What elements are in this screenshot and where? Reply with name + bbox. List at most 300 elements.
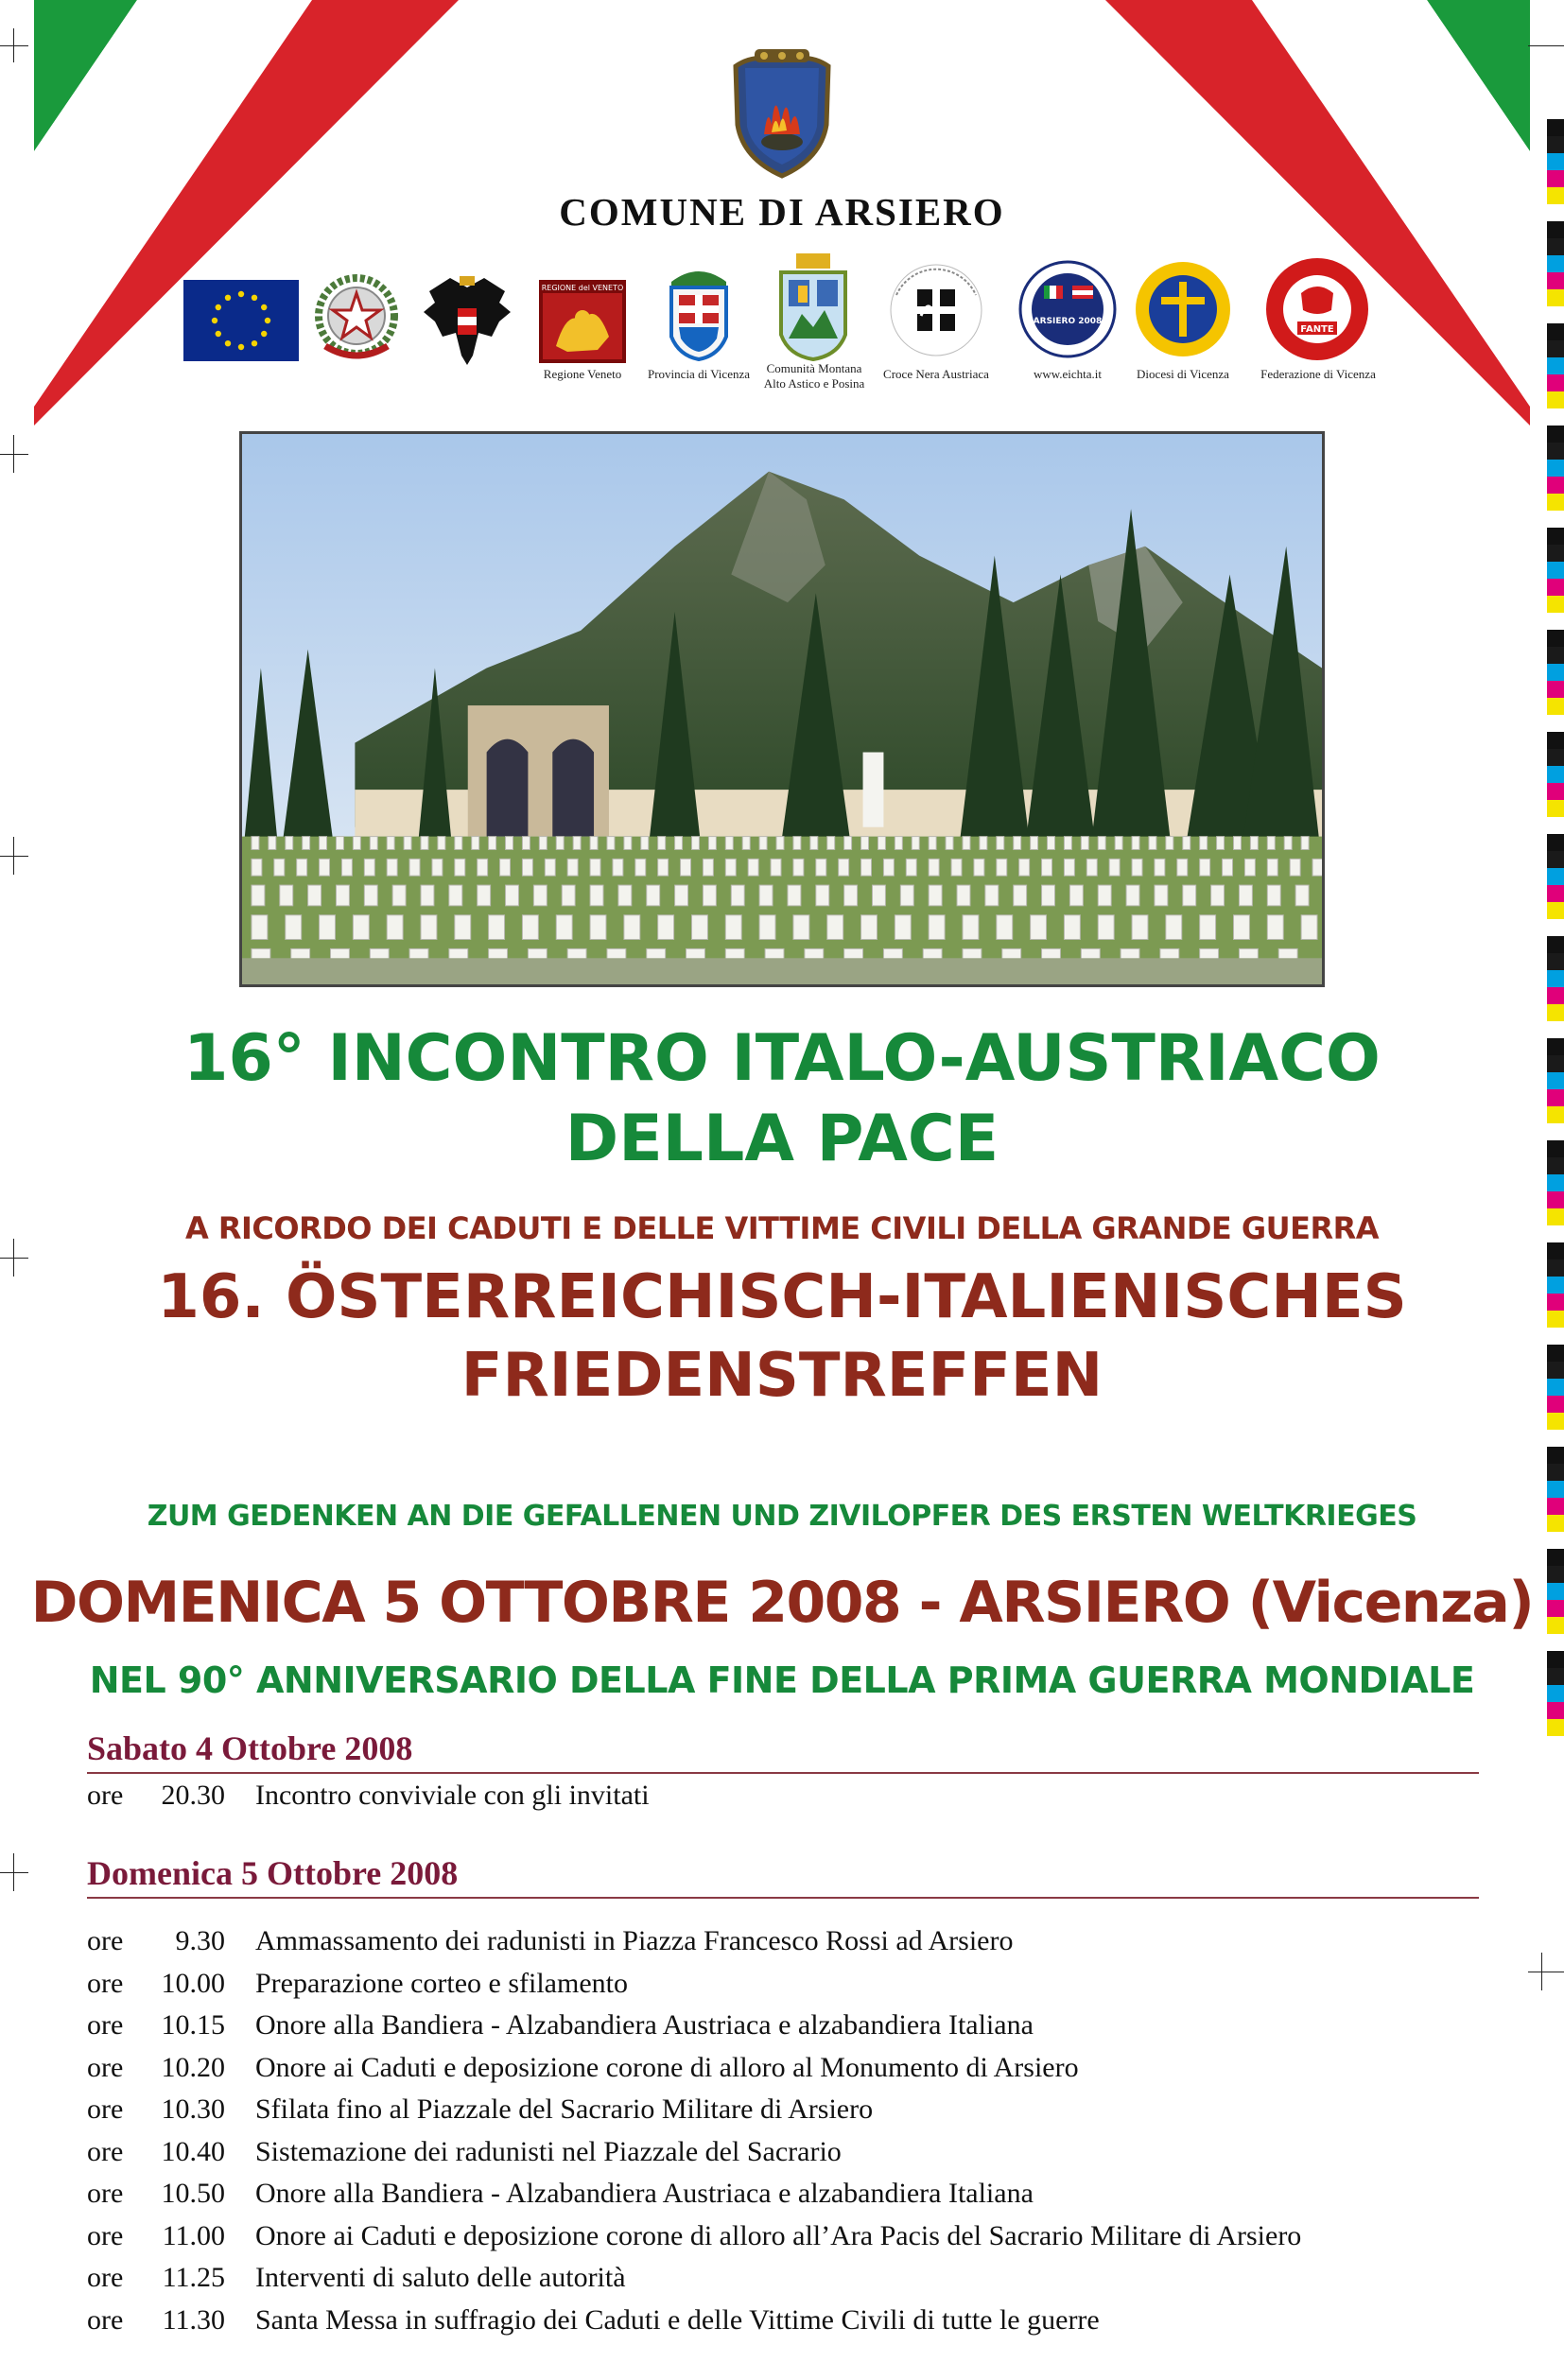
program-ore: ore <box>87 1967 124 1999</box>
italian-republic-emblem-icon <box>312 270 401 365</box>
grave-stone <box>1019 859 1030 876</box>
color-swatch <box>1547 613 1564 630</box>
grave-stone <box>392 885 406 906</box>
color-swatch <box>1547 834 1564 851</box>
regione-veneto-logo-icon <box>539 280 626 363</box>
grave-stone <box>590 885 603 906</box>
color-swatch <box>1547 289 1564 306</box>
eichta-logo-icon <box>1016 257 1120 361</box>
program-row <box>87 2136 1486 2168</box>
color-swatch <box>1547 783 1564 800</box>
program-row <box>87 2220 1486 2252</box>
grave-stone <box>997 837 1004 850</box>
grave-stone <box>1155 859 1165 876</box>
grave-stone <box>1267 915 1283 940</box>
eichta-caption: www.eichta.it <box>1033 367 1103 381</box>
grave-stone <box>980 837 987 850</box>
program-row <box>87 2304 1486 2337</box>
grave-stone <box>1183 837 1190 850</box>
grave-stone <box>404 837 411 850</box>
color-swatch <box>1547 119 1564 136</box>
grave-stone <box>545 859 555 876</box>
grave-stone <box>776 837 784 850</box>
eu-star-icon <box>252 340 257 346</box>
grave-stone <box>872 885 885 906</box>
grave-stone <box>658 837 666 850</box>
grave-stone <box>1132 837 1139 850</box>
grave-stone <box>455 837 462 850</box>
grave-stone <box>438 837 445 850</box>
grave-stone <box>364 885 377 906</box>
color-swatch <box>1547 936 1564 953</box>
diocesi-logo-icon <box>1133 259 1233 359</box>
grave-stone <box>567 859 578 876</box>
program-time: 11.30 <box>162 2303 225 2336</box>
grave-stone <box>692 915 708 940</box>
grave-stone <box>280 885 293 906</box>
grave-stone <box>539 837 547 850</box>
color-swatch <box>1547 1413 1564 1430</box>
color-swatch <box>1547 715 1564 732</box>
grave-stone <box>421 915 437 940</box>
color-swatch <box>1547 1004 1564 1021</box>
color-swatch <box>1547 136 1564 153</box>
grave-stone <box>985 885 999 906</box>
grave-stone <box>478 986 499 987</box>
color-swatch <box>1547 494 1564 511</box>
grave-stone <box>1301 915 1317 940</box>
crop-mark <box>0 454 28 455</box>
color-swatch <box>1547 647 1564 664</box>
crop-mark <box>0 1258 28 1259</box>
grave-stone <box>1042 859 1052 876</box>
program-time: 9.30 <box>175 1925 225 1956</box>
grave-stone <box>573 837 581 850</box>
color-swatch <box>1547 1430 1564 1447</box>
grave-stone <box>1109 986 1131 987</box>
grave-stone <box>320 837 327 850</box>
program-text: Interventi di saluto delle autorità <box>255 2262 626 2293</box>
grave-stone <box>1233 837 1241 850</box>
grave-stone <box>725 915 741 940</box>
program-ore: ore <box>87 2051 124 2083</box>
grave-stone <box>1284 837 1292 850</box>
eu-star-icon <box>265 318 270 323</box>
color-swatch <box>1547 1719 1564 1736</box>
grave-stone <box>1295 885 1309 906</box>
grave-stone <box>1290 859 1300 876</box>
grave-stone <box>297 859 307 876</box>
color-swatch <box>1547 443 1564 460</box>
title-de-line2: FRIEDENSTREFFEN <box>461 1341 1103 1411</box>
eu-star-icon <box>225 340 231 346</box>
program-time: 10.20 <box>161 2051 225 2083</box>
color-swatch <box>1547 255 1564 272</box>
grave-stone <box>658 986 680 987</box>
grave-stone <box>274 859 285 876</box>
grave-stone <box>478 885 491 906</box>
eu-star-icon <box>216 304 221 310</box>
grave-stone <box>1267 859 1277 876</box>
program-ore: ore <box>87 2219 124 2251</box>
color-swatch <box>1547 460 1564 477</box>
grave-stone <box>1042 885 1055 906</box>
grave-stone <box>1211 885 1225 906</box>
eu-star-icon <box>261 331 267 337</box>
eichta-inner-text: ARSIERO 2008 <box>1033 317 1103 326</box>
grave-stone <box>895 837 902 850</box>
regione-veneto-inner-text: REGIONE del VENETO <box>541 284 624 292</box>
grave-stone <box>816 859 826 876</box>
grave-stone <box>1098 885 1111 906</box>
color-swatch <box>1547 477 1564 494</box>
program-row <box>87 1968 1486 2000</box>
grave-stone <box>963 915 979 940</box>
grave-stone <box>793 859 804 876</box>
color-swatch <box>1547 426 1564 443</box>
subtitle-de: ZUM GEDENKEN AN DIE GEFALLENEN UND ZIVILOPFER DES ERSTEN WELTKRIEGES <box>147 1500 1417 1533</box>
program-text: Sfilata fino al Piazzale del Sacrario Militare di Arsiero <box>255 2093 874 2125</box>
program-time: 11.25 <box>162 2262 225 2293</box>
grave-stone <box>1166 837 1173 850</box>
grave-stone <box>500 859 511 876</box>
grave-stone <box>455 859 465 876</box>
grave-stone <box>839 859 849 876</box>
grave-stone <box>641 837 649 850</box>
diocesi-caption: Diocesi di Vicenza <box>1137 367 1229 381</box>
grave-stone <box>759 837 767 850</box>
grave-stone <box>1149 837 1156 850</box>
grave-stone <box>703 986 724 987</box>
grave-stone <box>297 986 319 987</box>
grave-stone <box>421 885 434 906</box>
grave-stone <box>900 885 913 906</box>
grave-stone <box>320 915 336 940</box>
grave-stone <box>1200 837 1208 850</box>
crop-mark <box>13 837 14 875</box>
grave-stone <box>567 986 589 987</box>
saturday-section-title: Sabato 4 Ottobre 2008 <box>87 1729 1479 1774</box>
grave-stone <box>658 915 674 940</box>
color-swatch <box>1547 1174 1564 1191</box>
grave-stone <box>1098 837 1105 850</box>
grave-stone <box>1233 915 1249 940</box>
grave-stone <box>1081 837 1088 850</box>
color-swatch <box>1547 851 1564 868</box>
grave-stone <box>1031 837 1038 850</box>
grave-stone <box>336 837 343 850</box>
grave-stone <box>387 986 408 987</box>
program-time: 20.30 <box>161 1780 225 1811</box>
grave-stone <box>624 915 640 940</box>
grave-stone <box>613 986 634 987</box>
grave-stone <box>759 915 775 940</box>
grave-stone <box>556 837 564 850</box>
program-time: 10.50 <box>161 2178 225 2209</box>
grave-stone <box>844 837 852 850</box>
grave-stone <box>1244 986 1266 987</box>
grave-stone <box>844 885 858 906</box>
color-swatch <box>1547 528 1564 545</box>
grave-stone <box>522 915 538 940</box>
grave-stone <box>308 885 321 906</box>
color-swatch <box>1547 511 1564 528</box>
grave-stone <box>929 859 939 876</box>
color-swatch <box>1547 238 1564 255</box>
grave-stone <box>353 837 360 850</box>
grave-stone <box>387 915 403 940</box>
color-swatch <box>1547 732 1564 749</box>
grave-stone <box>1126 885 1139 906</box>
color-swatch <box>1547 1447 1564 1464</box>
fante-inner-text: FANTE <box>1300 324 1334 335</box>
program-text: Incontro conviviale con gli invitati <box>255 1780 650 1811</box>
grave-stone <box>929 885 942 906</box>
grave-stone <box>742 837 750 850</box>
color-swatch <box>1547 800 1564 817</box>
grave-stone <box>624 837 632 850</box>
eu-star-icon <box>225 295 231 301</box>
grave-stone <box>387 859 397 876</box>
comunita-montana-caption: Comunità Montana Alto Astico e Posina <box>763 361 865 391</box>
grave-stone <box>748 986 770 987</box>
grave-stone <box>1177 859 1188 876</box>
program-text: Onore alla Bandiera - Alzabandiera Austriaca e alzabandiera Italiana <box>255 2009 1034 2041</box>
grave-stone <box>590 915 606 940</box>
color-swatch <box>1547 1736 1564 1753</box>
grave-stone <box>364 859 374 876</box>
grave-stone <box>692 837 700 850</box>
grave-stone <box>618 885 632 906</box>
color-swatch <box>1547 323 1564 340</box>
grave-stone <box>1301 837 1309 850</box>
grave-stone <box>771 859 781 876</box>
program-time: 10.30 <box>161 2093 225 2125</box>
color-swatch <box>1547 868 1564 885</box>
grave-stone <box>708 837 716 850</box>
eu-flag-icon <box>183 280 299 361</box>
grave-stone <box>861 915 878 940</box>
program-row <box>87 2178 1486 2210</box>
austrian-eagle-icon <box>422 270 513 369</box>
grave-stone <box>1223 859 1233 876</box>
grave-stone <box>1109 859 1120 876</box>
program-time: 10.15 <box>161 2009 225 2041</box>
grave-stone <box>336 885 349 906</box>
title-it-line2: DELLA PACE <box>565 1102 999 1176</box>
color-swatch <box>1547 562 1564 579</box>
grave-stone <box>1200 859 1210 876</box>
grave-stone <box>269 837 276 850</box>
date-line: DOMENICA 5 OTTOBRE 2008 - ARSIERO (Vicenza) <box>30 1570 1534 1636</box>
grave-stone <box>703 859 713 876</box>
grave-stone <box>556 915 572 940</box>
sacrario-photo <box>239 431 1325 987</box>
subtitle-it: A RICORDO DEI CADUTI E DELLE VITTIME CIVILI DELLA GRANDE GUERRA <box>184 1210 1380 1246</box>
grave-stone <box>906 859 916 876</box>
grave-stone <box>681 859 691 876</box>
color-swatch <box>1547 545 1564 562</box>
grave-stone <box>929 986 950 987</box>
eu-star-icon <box>216 331 221 337</box>
program-time: 10.40 <box>161 2135 225 2167</box>
grave-stone <box>1132 859 1142 876</box>
program-time: 11.00 <box>162 2219 225 2251</box>
program-ore: ore <box>87 2009 124 2041</box>
croce-nera-logo-icon <box>883 257 989 363</box>
regione-veneto-caption: Regione Veneto <box>543 367 622 381</box>
crop-mark <box>0 1872 28 1873</box>
grave-stone <box>421 837 428 850</box>
grave-stone <box>252 986 273 987</box>
grave-stone <box>647 885 660 906</box>
color-swatch <box>1547 902 1564 919</box>
grave-stone <box>703 885 716 906</box>
eu-star-icon <box>238 344 244 350</box>
program-ore: ore <box>87 1780 124 1811</box>
grave-stone <box>252 859 262 876</box>
sunday-section-title: Domenica 5 Ottobre 2008 <box>87 1853 1479 1899</box>
grave-stone <box>929 837 936 850</box>
color-swatch <box>1547 340 1564 357</box>
eu-star-icon <box>252 295 257 301</box>
crop-mark <box>13 28 14 62</box>
grave-stone <box>635 859 646 876</box>
grave-stone <box>1014 837 1021 850</box>
grave-stone <box>725 837 733 850</box>
federazione-fante-logo-icon <box>1263 255 1371 363</box>
grave-stone <box>861 837 869 850</box>
grave-stone <box>1200 915 1216 940</box>
grave-stone <box>963 837 970 850</box>
comunita-montana-logo-icon <box>775 253 851 363</box>
program-row <box>87 2262 1486 2294</box>
program-row <box>87 2009 1486 2041</box>
grave-stone <box>522 859 532 876</box>
crop-mark <box>13 435 14 473</box>
grave-stone <box>725 859 736 876</box>
program-ore: ore <box>87 1925 124 1956</box>
program-row <box>87 1925 1486 1957</box>
program-row <box>87 2093 1486 2126</box>
grave-stone <box>1064 986 1086 987</box>
color-swatch <box>1547 885 1564 902</box>
grave-stone <box>731 885 744 906</box>
color-swatch <box>1547 1634 1564 1651</box>
color-swatch <box>1547 1481 1564 1498</box>
provincia-vicenza-caption: Provincia di Vicenza <box>648 367 750 381</box>
color-swatch <box>1547 596 1564 613</box>
color-swatch <box>1547 1191 1564 1208</box>
color-swatch <box>1547 919 1564 936</box>
grave-stone <box>839 986 860 987</box>
color-swatch <box>1547 749 1564 766</box>
eu-star-icon <box>261 304 267 310</box>
grave-stone <box>341 859 352 876</box>
grave-stone <box>1312 859 1323 876</box>
grave-stone <box>432 859 443 876</box>
croce-nera-caption: Croce Nera Austriaca <box>883 367 989 381</box>
grave-stone <box>793 837 801 850</box>
federazione-fante-caption: Federazione di Vicenza <box>1260 367 1376 381</box>
grave-stone <box>675 885 688 906</box>
program-time: 10.00 <box>161 1967 225 1999</box>
title-de-line1: 16. ÖSTERREICHISCH-ITALIENISCHES <box>157 1262 1407 1332</box>
program-ore: ore <box>87 2303 124 2336</box>
grave-stone <box>883 859 894 876</box>
grave-stone <box>1267 837 1275 850</box>
color-swatch <box>1547 987 1564 1004</box>
program-text: Sistemazione dei radunisti nel Piazzale del Sacrario <box>255 2135 842 2167</box>
grave-stone <box>252 837 259 850</box>
grave-stone <box>861 859 872 876</box>
program-ore: ore <box>87 2135 124 2167</box>
grave-stone <box>1048 837 1055 850</box>
grave-stone <box>793 915 809 940</box>
grave-stone <box>449 885 462 906</box>
crop-mark <box>13 1853 14 1891</box>
grave-stone <box>816 885 829 906</box>
arsiero-crest <box>726 49 838 182</box>
program-row <box>87 2052 1486 2084</box>
eu-star-icon <box>212 318 217 323</box>
grave-stone <box>472 837 479 850</box>
program-text: Santa Messa in suffragio dei Caduti e delle Vittime Civili di tutte le guerre <box>255 2303 1100 2336</box>
grave-stone <box>1155 885 1168 906</box>
crop-mark <box>0 45 28 46</box>
grave-stone <box>957 885 970 906</box>
grave-stone <box>912 837 919 850</box>
program-ore: ore <box>87 2093 124 2125</box>
color-swatch <box>1547 170 1564 187</box>
grave-stone <box>1267 885 1280 906</box>
program-ore: ore <box>87 2262 124 2293</box>
grave-stone <box>478 859 488 876</box>
color-swatch <box>1547 1702 1564 1719</box>
grave-stone <box>997 915 1013 940</box>
grave-stone <box>522 837 530 850</box>
crop-mark <box>1541 1953 1542 1990</box>
color-swatch <box>1547 817 1564 834</box>
comune-title: COMUNE DI ARSIERO <box>559 190 1005 234</box>
provincia-vicenza-logo-icon <box>662 257 736 363</box>
grave-stone <box>286 837 293 850</box>
grave-stone <box>353 915 369 940</box>
grave-stone <box>590 837 598 850</box>
program-text: Preparazione corteo e sfilamento <box>255 1967 628 1999</box>
color-swatch <box>1547 1532 1564 1549</box>
grave-stone <box>1086 859 1097 876</box>
grave-stone <box>533 885 547 906</box>
color-swatch <box>1547 306 1564 323</box>
grave-stone <box>793 986 815 987</box>
grave-stone <box>1014 885 1027 906</box>
grave-stone <box>675 837 683 850</box>
grave-stone <box>810 837 818 850</box>
program-text: Onore ai Caduti e deposizione corone di alloro al Monumento di Arsiero <box>255 2051 1079 2083</box>
program-row <box>87 1780 1486 1812</box>
grave-stone <box>1115 837 1122 850</box>
grave-stone <box>929 915 945 940</box>
color-swatch <box>1547 272 1564 289</box>
anniversary-line: NEL 90° ANNIVERSARIO DELLA FINE DELLA PRIMA GUERRA MONDIALE <box>89 1659 1475 1701</box>
grave-stone <box>1244 859 1255 876</box>
grave-stone <box>946 837 953 850</box>
grave-stone <box>1132 915 1148 940</box>
grave-stone <box>1250 837 1258 850</box>
grave-stone <box>286 915 302 940</box>
grave-stone <box>878 837 885 850</box>
